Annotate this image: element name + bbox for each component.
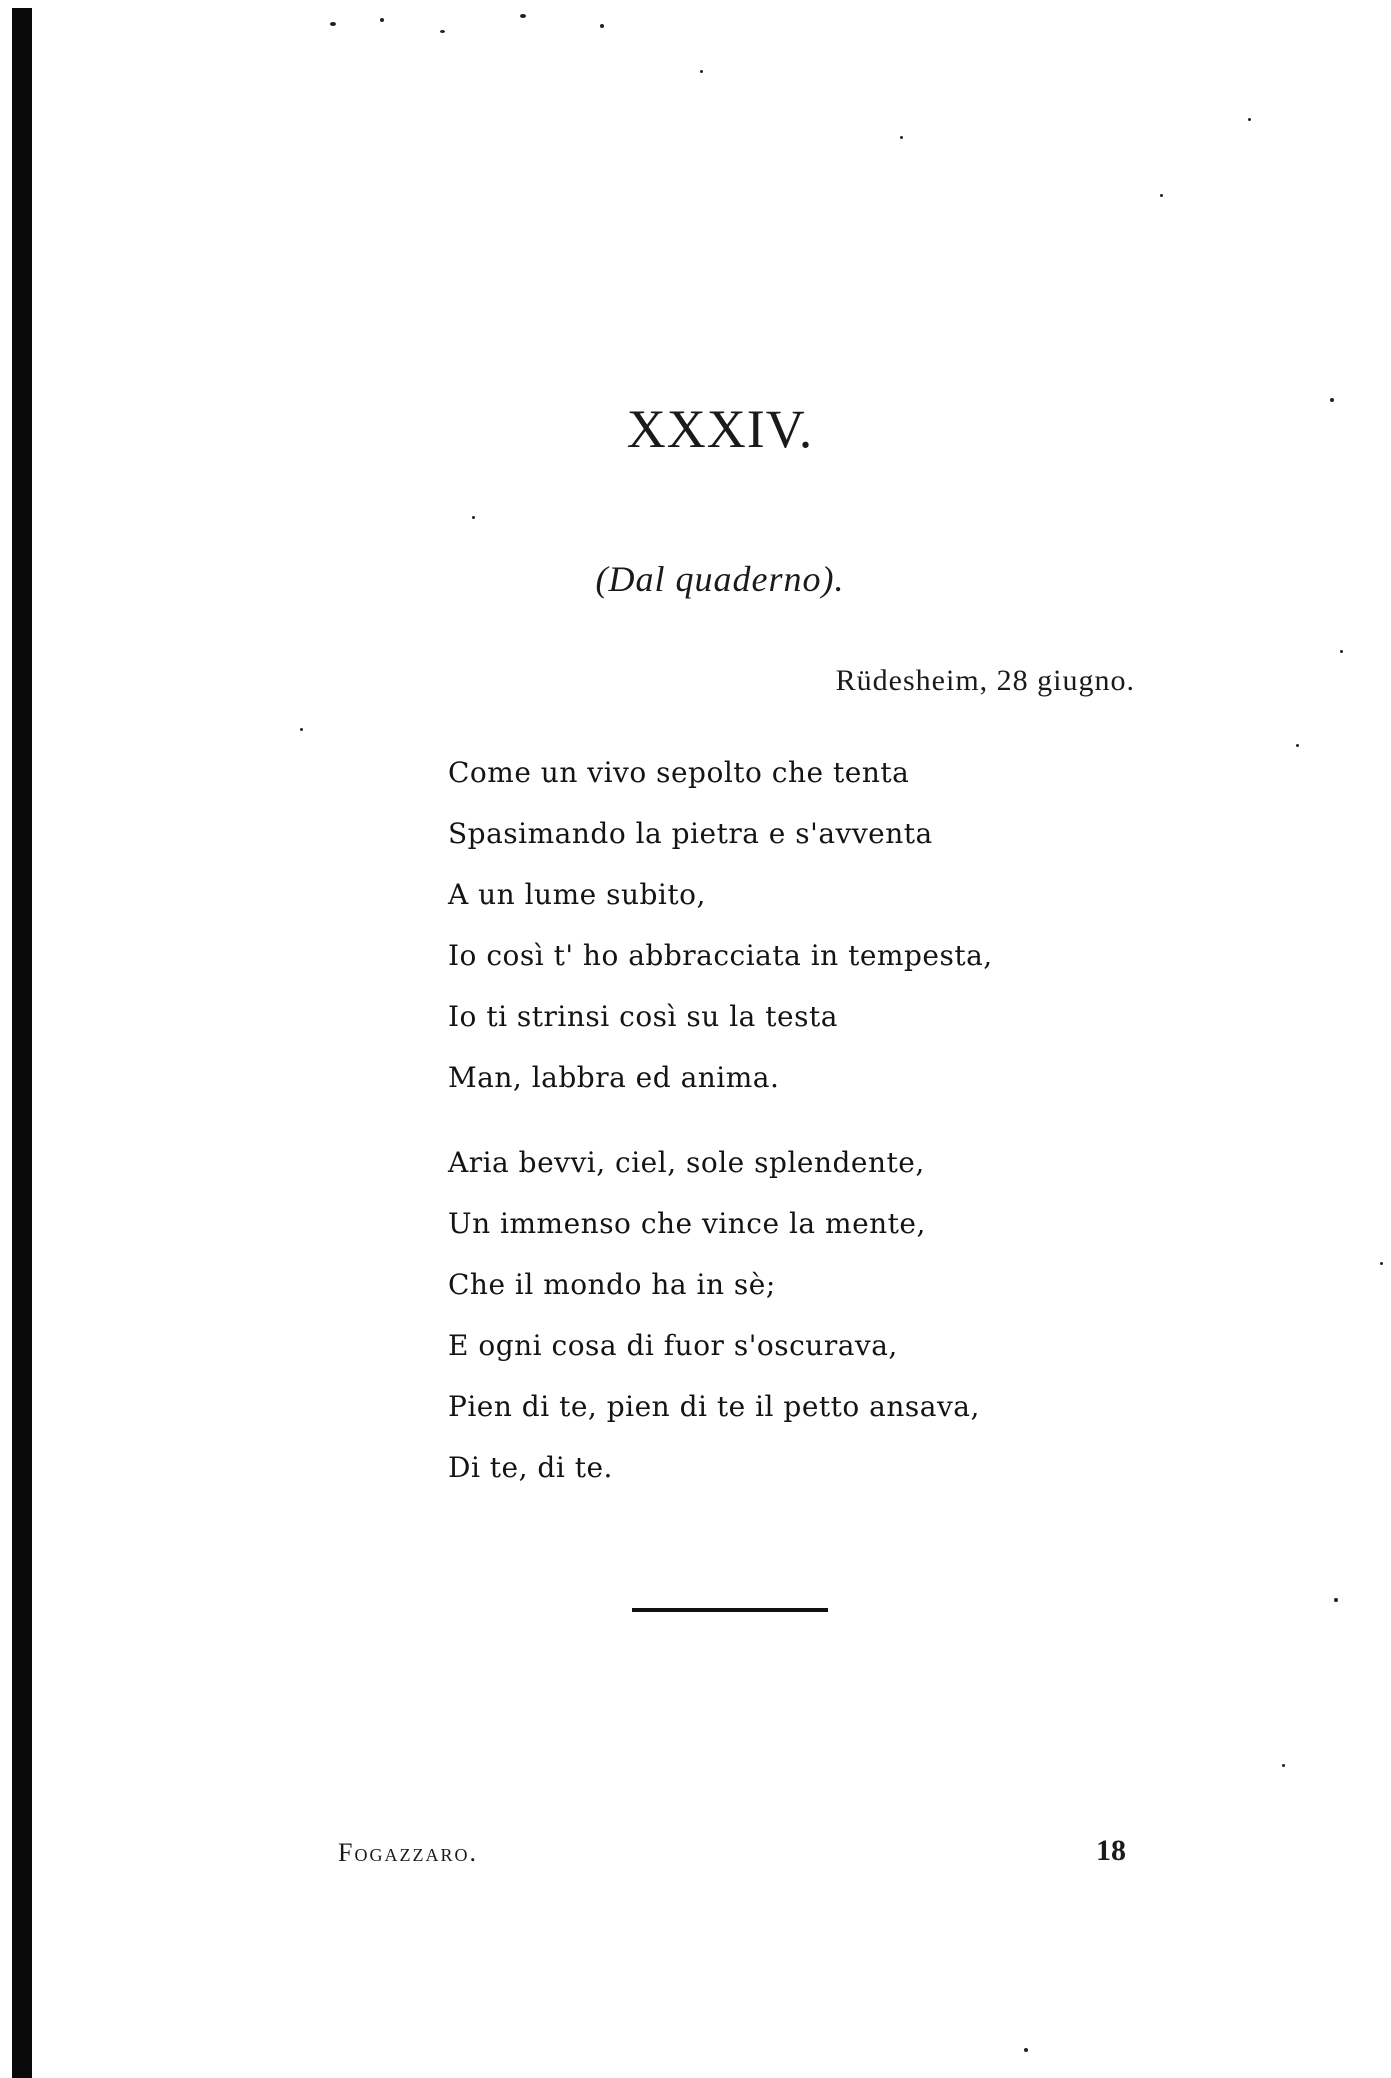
- scan-speck: [700, 70, 703, 73]
- poem-line: Di te, di te.: [448, 1451, 613, 1484]
- scan-speck: [1340, 650, 1343, 653]
- scan-speck: [300, 728, 303, 731]
- dateline: Rüdesheim, 28 giugno.: [835, 664, 1135, 697]
- poem-line: Un immenso che vince la mente,: [448, 1207, 926, 1240]
- running-foot-author: Fogazzaro.: [338, 1838, 478, 1867]
- scan-speck: [1334, 1598, 1338, 1602]
- scan-speck: [440, 30, 445, 33]
- poem-line: Io così t' ho abbracciata in tempesta,: [448, 939, 993, 972]
- page-binding-edge: [12, 8, 32, 2078]
- poem-line: Che il mondo ha in sè;: [448, 1268, 776, 1301]
- poem-line: Pien di te, pien di te il petto ansava,: [448, 1390, 980, 1423]
- poem-line: Io ti strinsi così su la testa: [448, 1000, 838, 1033]
- scan-speck: [520, 14, 526, 18]
- scan-speck: [1160, 194, 1163, 197]
- page-number: 18: [1096, 1834, 1126, 1867]
- scan-speck: [600, 24, 604, 28]
- scan-speck: [1296, 744, 1299, 747]
- scan-speck: [1380, 1262, 1383, 1265]
- section-end-rule: [632, 1608, 828, 1612]
- poem-line: Aria bevvi, ciel, sole splendente,: [448, 1146, 925, 1179]
- scan-speck: [380, 18, 384, 22]
- poem-stanza-1: [448, 742, 993, 1108]
- scan-speck: [330, 22, 336, 26]
- poem-line: Spasimando la pietra e s'avventa: [448, 817, 933, 850]
- scan-speck: [472, 516, 475, 519]
- scan-speck: [1282, 1764, 1285, 1767]
- poem-line: Man, labbra ed anima.: [448, 1061, 780, 1094]
- scan-speck: [1248, 118, 1251, 121]
- poem-stanza-2: [448, 1132, 980, 1498]
- poem-line: Come un vivo sepolto che tenta: [448, 756, 910, 789]
- poem-line: E ogni cosa di fuor s'oscurava,: [448, 1329, 898, 1362]
- poem-line: A un lume subito,: [448, 878, 706, 911]
- scan-speck: [900, 136, 903, 139]
- chapter-subtitle: (Dal quaderno).: [595, 559, 845, 599]
- scan-speck: [1024, 2048, 1028, 2052]
- chapter-number: XXXIV.: [626, 399, 814, 459]
